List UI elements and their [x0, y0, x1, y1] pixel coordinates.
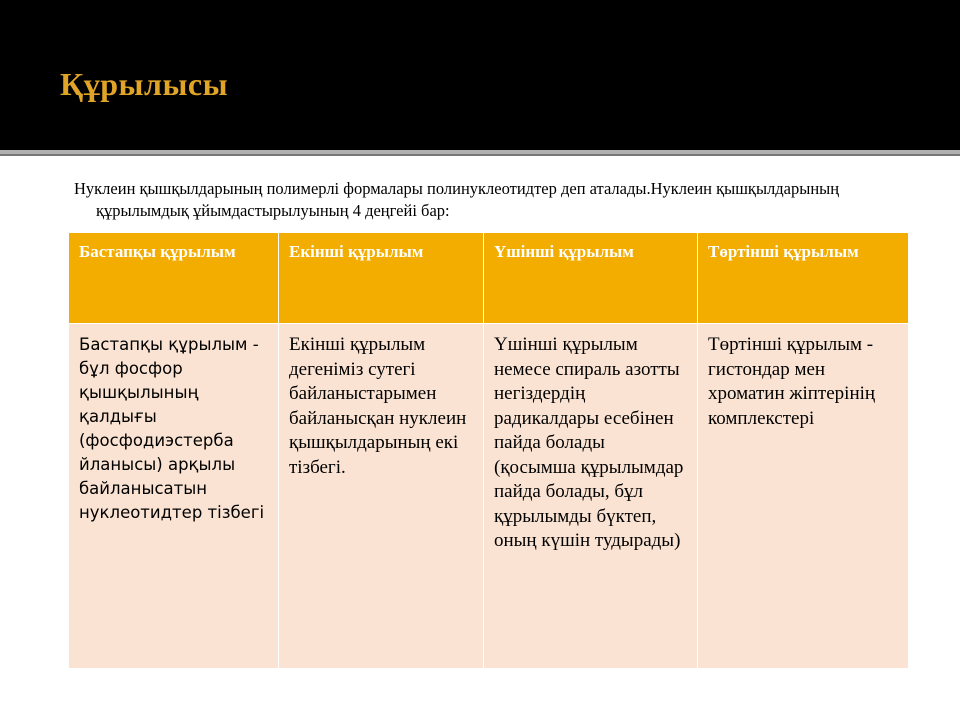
header-quaternary-structure: Төртінші құрылым [698, 233, 909, 324]
cell-tertiary-structure: Үшінші құрылым немесе спираль азотты негіздердің радикалдары есебінен пайда болады (қосымша құрылымдар пайда болады, бұл құрылымды бүктеп, оның күшін тудырады) [484, 324, 698, 669]
title-band [0, 0, 960, 150]
cell-primary-structure: Бастапқы құрылым - бұл фосфор қышқылының қалдығы (фосфодиэстерба йланысы) арқылы байланысатын нуклеотидтер тізбегі [69, 324, 279, 669]
cell-quaternary-structure: Төртінші құрылым - гистондар мен хроматин жіптерінің комплекстері [698, 324, 909, 669]
slide-content [0, 154, 960, 720]
table-header-row [69, 233, 909, 324]
intro-text: Нуклеин қышқылдарының полимерлі формалары полинуклеотидтер деп аталады.Нуклеин қышқылдарының құрылымдық ұйымдастырылуының 4 деңгейі бар: [74, 179, 840, 220]
header-tertiary-structure: Үшінші құрылым [484, 233, 698, 324]
cell-secondary-structure: Екінші құрылым дегеніміз сутегі байланыстарымен байланысқан нуклеин қышқылдарының екі тізбегі. [279, 324, 484, 669]
content-divider [0, 154, 960, 156]
table-row [69, 324, 909, 669]
slide-title: Құрылысы [60, 66, 229, 102]
structure-table [68, 232, 909, 669]
intro-paragraph [74, 178, 914, 222]
header-secondary-structure: Екінші құрылым [279, 233, 484, 324]
header-primary-structure: Бастапқы құрылым [69, 233, 279, 324]
